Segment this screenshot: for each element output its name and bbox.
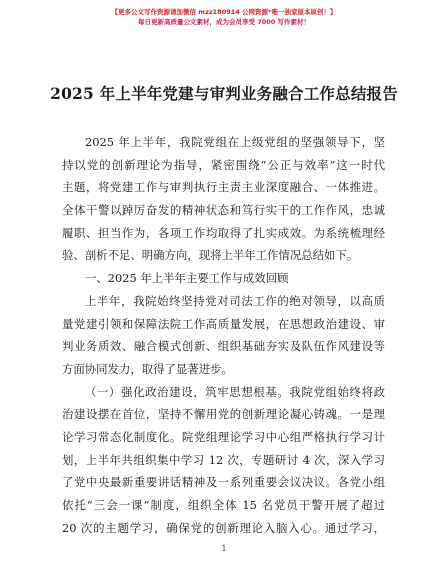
page-number: 1 [221,544,227,553]
paragraph-line: 依托“三会一课”制度，组织全体 15 名党员干警开展了超过 [62,498,385,512]
paragraph-line: 验、剖析不足、明确方向，现将上半年工作情况总结如下。 [62,248,359,263]
paragraph-line: 20 次的主题学习，确保党的创新理论入脑入心。通过学习， [62,520,385,535]
section-heading: 一、2025 年上半年主要工作与成效回顾 [85,271,289,286]
paragraph-line: 了党中央最新重要讲话精神及一系列重要会议决议。各党小组 [62,475,385,490]
document-body [62,131,385,539]
paragraph-line: 全体干警以踔厉奋发的精神状态和笃行实干的工作作风，忠诚 [62,203,385,218]
paragraph-line: 2025 年上半年，我院党组在上级党组的坚强领导下，坚 [85,135,385,149]
paragraph-line: 量党建引领和保障法院工作高质量发展，在思想政治建设、审 [62,316,385,331]
promo-banner-line-1: 【更多公文写作资源请加微信 mzz180914 公网资源*唯一独家原本原创！】 [111,8,337,16]
paragraph-line: 持以党的创新理论为指导，紧密围绕“公正与效率”这一时代 [62,157,385,172]
paragraph-line: 方面协同发力，取得了显著进步。 [62,361,233,376]
document-title: 2025 年上半年党建与审判业务融合工作总结报告 [50,84,398,103]
promo-banner-line-2: 每日更新高质量公文素材，成为会员享受 7000 写作素材！ [137,18,311,26]
paragraph-line: 治建设摆在首位，坚持不懈用党的创新理论凝心铸魂。一是理 [62,407,385,422]
paragraph-line: 主题，将党建工作与审判执行主责主业深度融合、一体推进。 [62,180,385,195]
paragraph-line: （一）强化政治建设，筑牢思想根基。我院党组始终将政 [85,384,385,399]
paragraph-line: 论学习常态化制度化。院党组理论学习中心组严格执行学习计 [62,429,385,444]
paragraph-line: 履职、担当作为，各项工作均取得了扎实成效。为系统梳理经 [62,225,385,240]
paragraph-line: 上半年，我院始终坚持党对司法工作的绝对领导，以高质 [85,293,385,308]
paragraph-line: 判业务质效、融合模式创新、组织基础夯实及队伍作风建设等 [62,339,385,354]
paragraph-line: 划，上半年共组织集中学习 12 次，专题研讨 4 次，深入学习 [62,452,385,467]
